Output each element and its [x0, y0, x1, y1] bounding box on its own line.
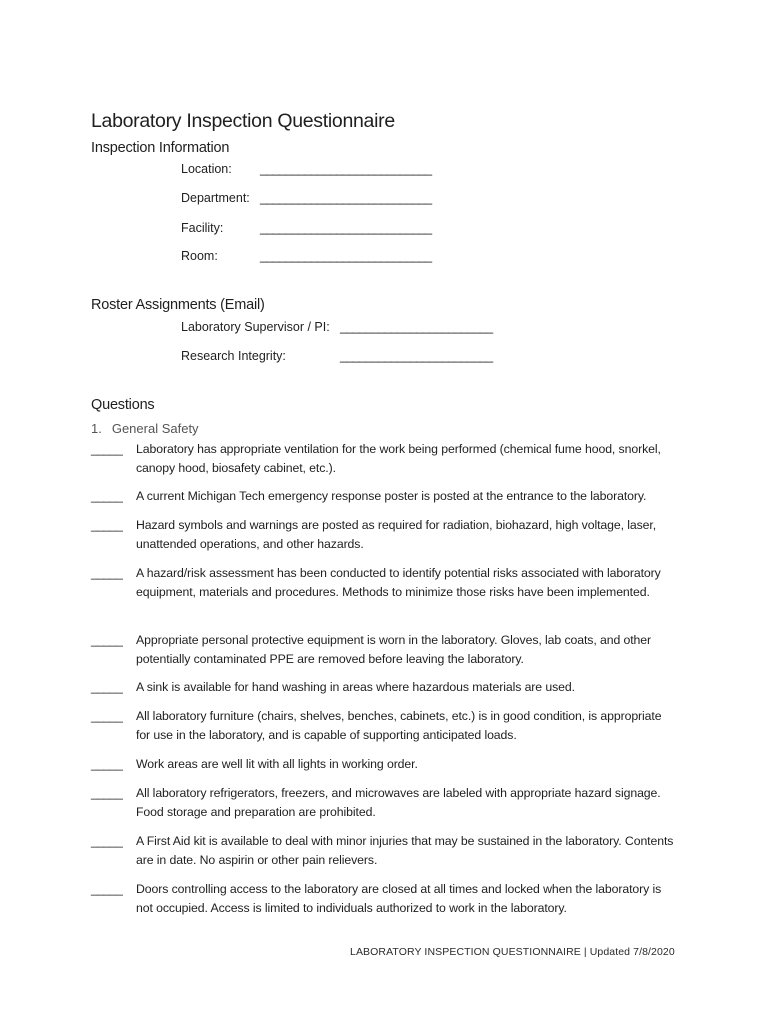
question-text: All laboratory refrigerators, freezers, and microwaves are labeled with appropriate hazard signage. Food storage and preparation are prohibited.	[136, 786, 661, 819]
answer-blank[interactable]: _____	[91, 709, 123, 723]
answer-blank[interactable]: _____	[91, 442, 123, 456]
answer-blank[interactable]: _____	[91, 882, 123, 896]
question-text: A current Michigan Tech emergency response poster is posted at the entrance to the laboratory.	[136, 489, 647, 503]
questions-heading: Questions	[91, 397, 155, 413]
question-item	[91, 631, 691, 669]
inspection-heading: Inspection Information	[91, 140, 230, 156]
question-text: A First Aid kit is available to deal with minor injuries that may be sustained in the laboratory. Contents are in date. No aspirin or other pain relievers.	[136, 834, 674, 867]
answer-blank[interactable]: _____	[91, 834, 123, 848]
question-item	[91, 516, 691, 554]
question-text: Hazard symbols and warnings are posted as required for radiation, biohazard, high voltage, laser, unattended operations, and other hazards.	[136, 518, 657, 551]
question-text: All laboratory furniture (chairs, shelves, benches, cabinets, etc.) is in good condition, is appropriate for use in the laboratory, and is capable of supporting anticipated loads.	[136, 709, 662, 742]
section-number: 1.	[91, 421, 102, 436]
question-item	[91, 440, 691, 478]
document-title: Laboratory Inspection Questionnaire	[91, 110, 395, 132]
answer-blank[interactable]: _____	[91, 680, 123, 694]
location-field[interactable]: ___________________________	[260, 162, 432, 176]
section-title: General Safety	[111, 421, 199, 436]
question-text: A sink is available for hand washing in areas where hazardous materials are used.	[136, 680, 575, 694]
answer-blank[interactable]: _____	[91, 489, 123, 503]
location-label: Location:	[181, 162, 232, 176]
answer-blank[interactable]: _____	[91, 633, 123, 647]
room-field[interactable]: ___________________________	[260, 249, 432, 263]
question-item	[91, 832, 691, 870]
roster-heading: Roster Assignments (Email)	[91, 297, 265, 313]
supervisor-field[interactable]: ________________________	[340, 320, 493, 334]
question-item	[91, 678, 691, 697]
research-integrity-field[interactable]: ________________________	[340, 349, 493, 363]
department-label: Department:	[181, 191, 250, 205]
research-integrity-label: Research Integrity:	[181, 349, 286, 363]
question-text: Doors controlling access to the laboratory are closed at all times and locked when the laboratory is not occupied. Access is limited to individuals authorized to work in the laboratory.	[136, 882, 662, 915]
question-item	[91, 755, 691, 774]
answer-blank[interactable]: _____	[91, 518, 123, 532]
question-text: A hazard/risk assessment has been conducted to identify potential risks associated with laboratory equipment, materials and procedures. Methods to minimize those risks have been implemented.	[136, 566, 661, 599]
supervisor-label: Laboratory Supervisor / PI:	[181, 320, 330, 334]
answer-blank[interactable]: _____	[91, 757, 123, 771]
facility-field[interactable]: ___________________________	[260, 221, 432, 235]
question-item	[91, 707, 691, 745]
section-general-safety	[91, 421, 199, 436]
page-footer: LABORATORY INSPECTION QUESTIONNAIRE | Updated 7/8/2020	[350, 946, 675, 958]
facility-label: Facility:	[181, 221, 224, 235]
department-field[interactable]: ___________________________	[260, 191, 432, 205]
question-item	[91, 880, 691, 918]
question-item	[91, 564, 691, 602]
room-label: Room:	[181, 249, 218, 263]
answer-blank[interactable]: _____	[91, 786, 123, 800]
question-item	[91, 784, 691, 822]
question-text: Work areas are well lit with all lights in working order.	[136, 757, 418, 771]
question-item	[91, 487, 691, 506]
question-text: Laboratory has appropriate ventilation for the work being performed (chemical fume hood, snorkel, canopy hood, biosafety cabinet, etc.).	[136, 442, 661, 475]
question-text: Appropriate personal protective equipment is worn in the laboratory. Gloves, lab coats, and other potentially contaminated PPE are removed before leaving the laboratory.	[136, 633, 652, 666]
answer-blank[interactable]: _____	[91, 566, 123, 580]
